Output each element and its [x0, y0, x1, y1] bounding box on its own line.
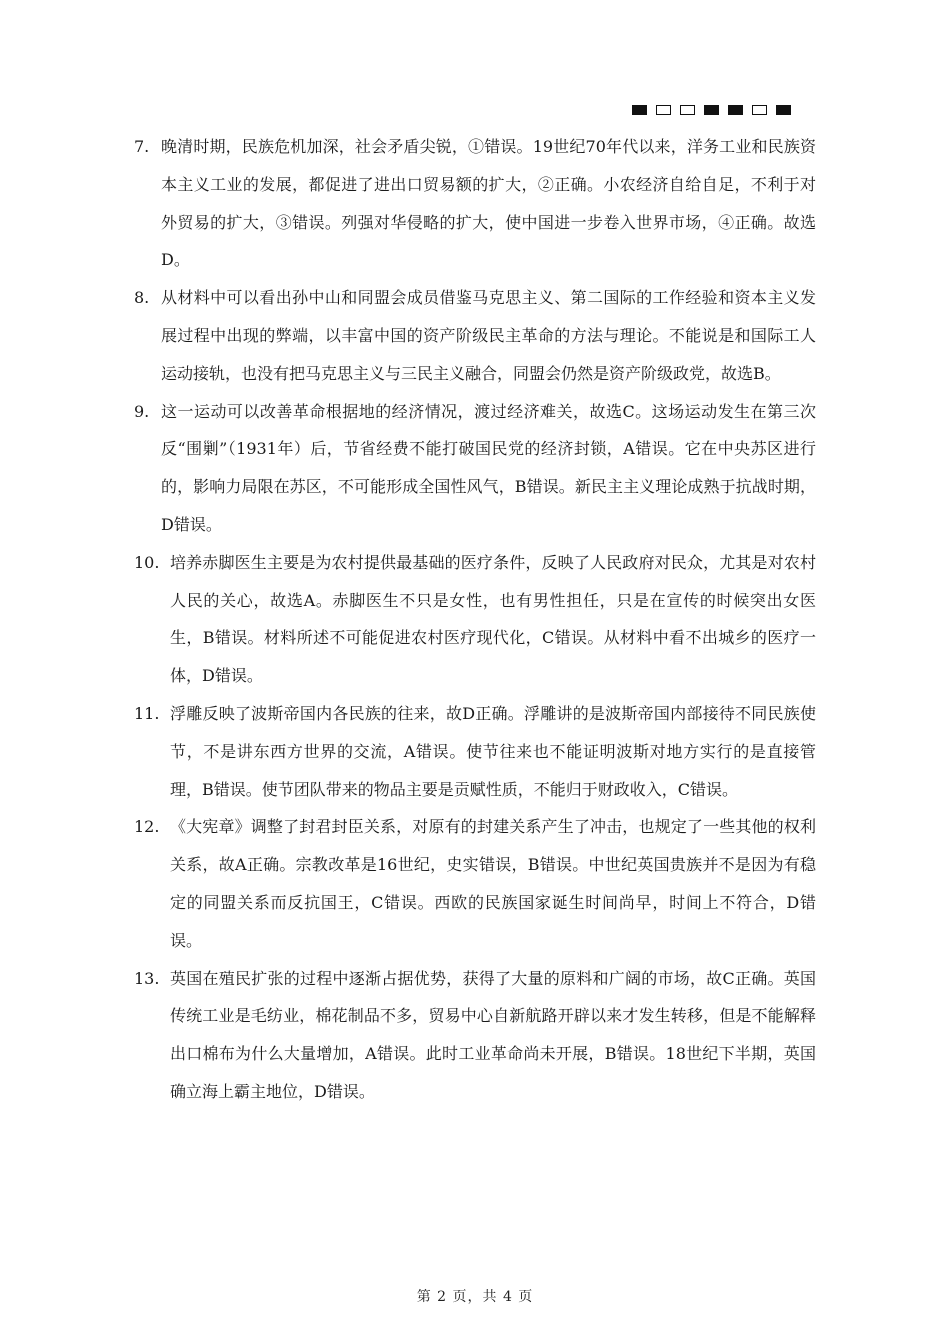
item-text: 《大宪章》调整了封君封臣关系，对原有的封建关系产生了冲击，也规定了一些其他的权利关系，故A正确。宗教改革是16世纪，史实错误，B错误。中世纪英国贵族并不是因为有稳定的同盟关系而反抗国王，C错误。西欧的民族国家诞生时间尚早，时间上不符合，D错误。 — [170, 817, 816, 950]
item-text: 浮雕反映了波斯帝国内各民族的往来，故D正确。浮雕讲的是波斯帝国内部接待不同民族使节，不是讲东西方世界的交流，A错误。使节往来也不能证明波斯对地方实行的是直接管理，B错误。使节团队带来的物品主要是贡赋性质，不能归于财政收入，C错误。 — [170, 703, 816, 799]
empty-square-mark — [680, 105, 695, 115]
answer-item-10 — [134, 544, 816, 695]
item-text: 从材料中可以看出孙中山和同盟会成员借鉴马克思主义、第二国际的工作经验和资本主义发展过程中出现的弊端，以丰富中国的资产阶级民主革命的方法与理论。不能说是和国际工人运动接轨，也没有把马克思主义与三民主义融合，同盟会仍然是资产阶级政党，故选B。 — [161, 288, 816, 383]
page-footer: 第 2 页，共 4 页 — [416, 1289, 534, 1305]
answer-item-13 — [134, 960, 816, 1111]
filled-square-mark — [704, 105, 719, 115]
answer-item-12 — [134, 808, 816, 959]
filled-square-mark — [776, 105, 791, 115]
answer-item-11 — [134, 695, 816, 808]
item-text: 晚清时期，民族危机加深，社会矛盾尖锐，①错误。19世纪70年代以来，洋务工业和民族资本主义工业的发展，都促进了进出口贸易额的扩大，②正确。小农经济自给自足，不利于对外贸易的扩大，③错误。列强对华侵略的扩大，使中国进一步卷入世界市场，④正确。故选D。 — [161, 137, 816, 270]
item-text: 这一运动可以改善革命根据地的经济情况，渡过经济难关，故选C。这场运动发生在第三次反“围剿”（1931年）后，节省经费不能打破国民党的经济封锁，A错误。它在中央苏区进行的，影响力局限在苏区，不可能形成全国性风气，B错误。新民主主义理论成熟于抗战时期，D错误。 — [161, 401, 816, 534]
answer-list — [134, 128, 816, 1111]
item-number: 9. — [134, 401, 150, 421]
header-marks — [632, 105, 791, 115]
item-number: 8. — [134, 288, 150, 308]
empty-square-mark — [656, 105, 671, 115]
answer-item-7 — [134, 128, 816, 279]
filled-square-mark — [632, 105, 647, 115]
answer-item-9 — [134, 393, 816, 544]
answer-item-8 — [134, 279, 816, 392]
empty-square-mark — [752, 105, 767, 115]
item-number: 12. — [134, 817, 160, 837]
item-number: 13. — [134, 968, 160, 988]
item-number: 10. — [134, 552, 160, 572]
item-text: 英国在殖民扩张的过程中逐渐占据优势，获得了大量的原料和广阔的市场，故C正确。英国传统工业是毛纺业，棉花制品不多，贸易中心自新航路开辟以来才发生转移，但是不能解释出口棉布为什么大量增加，A错误。此时工业革命尚未开展，B错误。18世纪下半期，英国确立海上霸主地位，D错误。 — [170, 968, 816, 1101]
item-number: 7. — [134, 137, 150, 156]
item-number: 11. — [134, 703, 160, 723]
item-text: 培养赤脚医生主要是为农村提供最基础的医疗条件，反映了人民政府对民众，尤其是对农村人民的关心，故选A。赤脚医生不只是女性，也有男性担任，只是在宣传的时候突出女医生，B错误。材料所述不可能促进农村医疗现代化，C错误。从材料中看不出城乡的医疗一体，D错误。 — [170, 552, 816, 686]
filled-square-mark — [728, 105, 743, 115]
